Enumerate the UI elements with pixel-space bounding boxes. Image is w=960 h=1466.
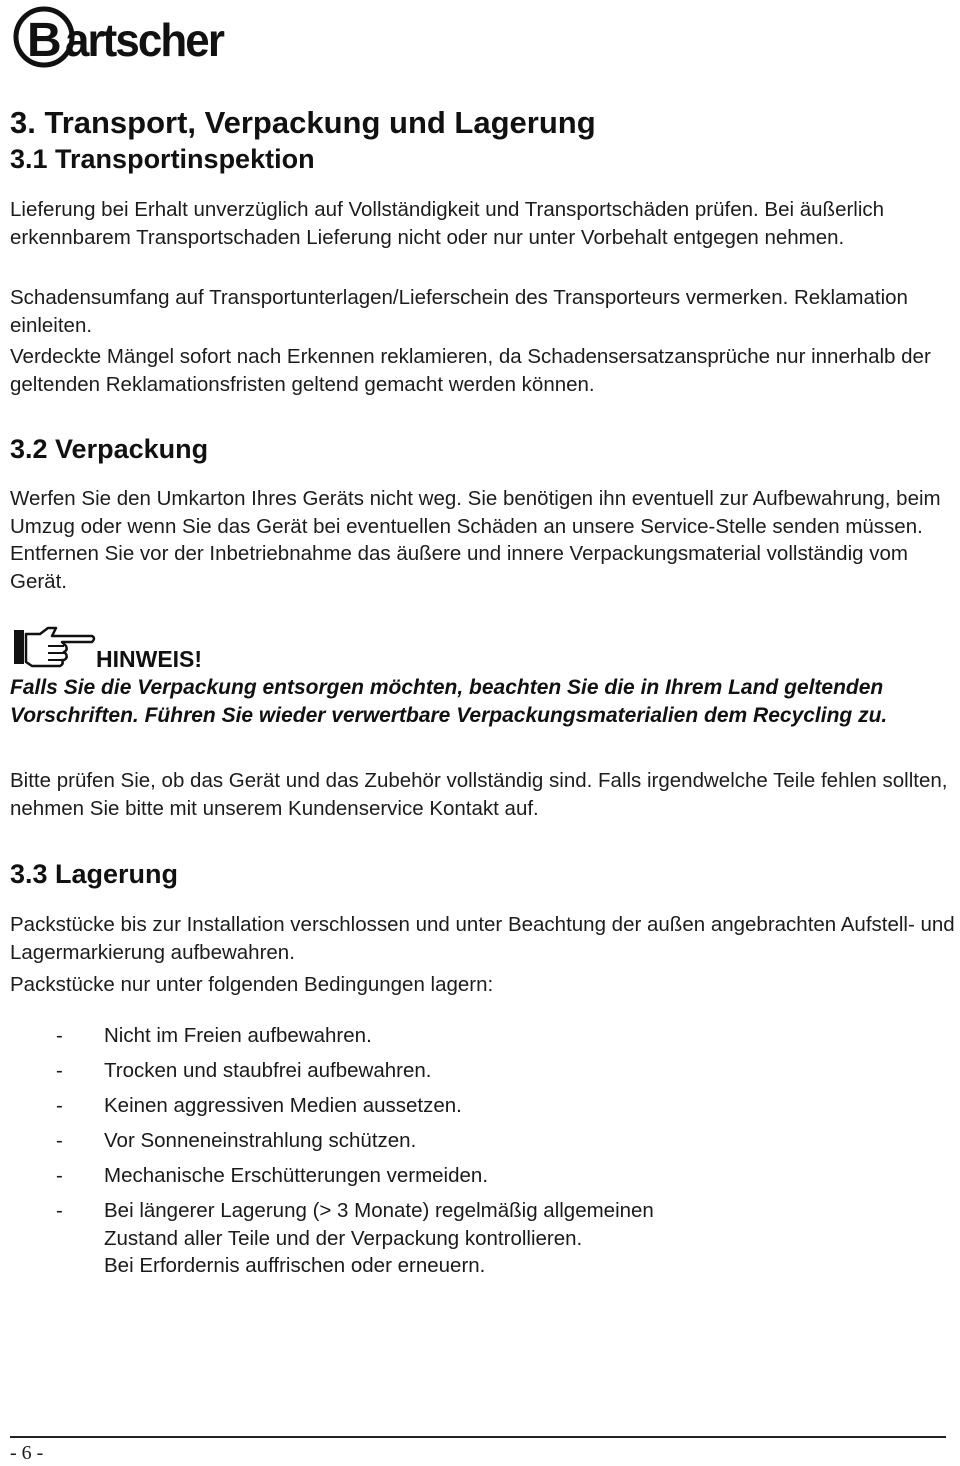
list-item-text-line-2: Zustand aller Teile und der Verpackung kontrollieren. [104,1226,583,1250]
list-item-text: Trocken und staubfrei aufbewahren. [104,1059,432,1082]
svg-text:artscher: artscher [65,14,225,66]
storage-paragraph-1: Packstücke bis zur Installation verschlossen und unter Beachtung der außen angebrachten Aufstell- und Lagermarkierung aufbewahren. [10,913,955,964]
hint-label: HINWEIS! [96,646,203,672]
storage-paragraph-2: Packstücke nur unter folgenden Bedingungen lagern: [10,973,494,996]
transport-paragraph-1: Lieferung bei Erhalt unverzüglich auf Vollständigkeit und Transportschäden prüfen. Bei äußerlich erkennbarem Transportschaden Lieferung nicht oder nur unter Vorbehalt entgegen nehmen. [10,198,885,249]
list-item [0,1092,960,1120]
list-item [0,1057,960,1085]
chapter-title: 3. Transport, Verpackung und Lagerung [10,105,596,140]
list-item-text-line-3: Bei Erfordernis auffrischen oder erneuern. [104,1254,486,1277]
list-dash: - [56,1164,63,1187]
transport-paragraph-2: Schadensumfang auf Transportunterlagen/Lieferschein des Transporteurs vermerken. Reklamation einleiten. [10,286,908,337]
list-item-text-line-1: Bei längerer Lagerung (> 3 Monate) regelmäßig allgemeinen [104,1199,654,1222]
storage-conditions-list [0,1022,960,1287]
list-dash: - [56,1059,63,1082]
list-dash: - [56,1094,63,1117]
packaging-paragraph-2: Bitte prüfen Sie, ob das Gerät und das Zubehör vollständig sind. Falls irgendwelche Teile fehlen sollten, nehmen Sie bitte mit unserem Kundenservice Kontakt auf. [10,769,948,820]
list-item [0,1127,960,1155]
list-dash: - [56,1024,63,1047]
list-item-text: Nicht im Freien aufbewahren. [104,1024,372,1047]
list-item-text: Mechanische Erschütterungen vermeiden. [104,1164,489,1187]
list-item-text: Vor Sonneneinstrahlung schützen. [104,1129,417,1152]
svg-text:B: B [27,14,62,67]
list-item [0,1197,960,1280]
hint-text: Falls Sie die Verpackung entsorgen möchten, beachten Sie die in Ihrem Land geltenden Vorschriften. Führen Sie wieder verwertbare Verpackungsmaterialien dem Recycling zu. [10,676,888,727]
packaging-paragraph-1: Werfen Sie den Umkarton Ihres Geräts nicht weg. Sie benötigen ihn eventuell zur Aufbewahrung, beim Umzug oder wenn Sie das Gerät bei eventuellen Schäden an unsere Service-Stelle senden müssen. Entfernen Sie vor der Inbetriebnahme das äußere und innere Verpackungsmaterial vollständig vom Gerät. [10,487,941,593]
section-title-lagerung: 3.3 Lagerung [10,859,179,889]
list-item-text: Keinen aggressiven Medien aussetzen. [104,1094,462,1117]
list-item [0,1022,960,1050]
bartscher-logo [10,4,225,68]
list-item [0,1162,960,1190]
pointing-hand-icon [12,624,96,668]
footer-divider [10,1436,946,1438]
list-dash: - [56,1129,63,1152]
list-dash: - [56,1199,63,1222]
section-title-verpackung: 3.2 Verpackung [10,434,209,464]
transport-paragraph-3: Verdeckte Mängel sofort nach Erkennen reklamieren, da Schadensersatzansprüche nur innerhalb der geltenden Reklamationsfristen geltend gemacht werden können. [10,345,931,396]
page-number: - 6 - [10,1442,44,1464]
section-title-transportinspektion: 3.1 Transportinspektion [10,144,315,174]
